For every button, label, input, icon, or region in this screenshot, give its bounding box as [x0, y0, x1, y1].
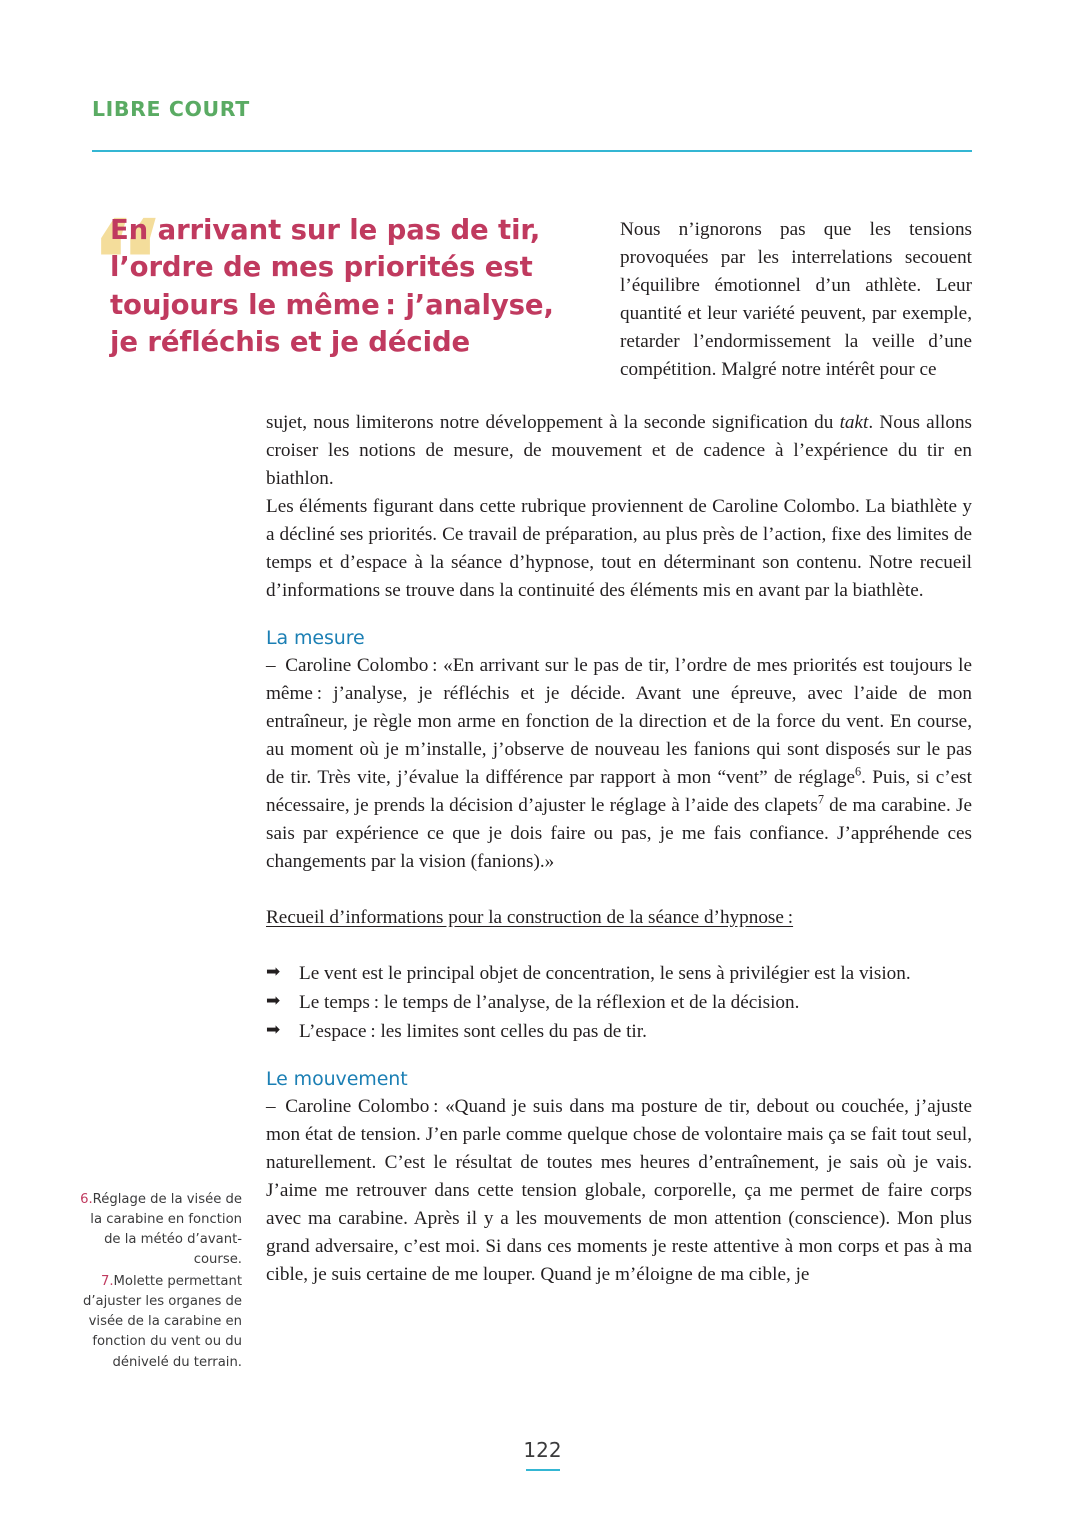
list-item-text: Le temps : le temps de l’analyse, de la réflexion et de la décision. [299, 991, 800, 1013]
body-paragraph-1-post: . Nous allons croiser les notions de mesure, de mouvement et de cadence à l’expérience du tir en biathlon. [266, 412, 973, 489]
footnote-7-number: 7. [100, 1274, 114, 1290]
list-item-text: Le vent est le principal objet de concentration, le sens à privilégier est la vision. [299, 962, 911, 984]
folio-rule [526, 1469, 560, 1471]
quote-mesure-part-3: de ma carabine. Je sais par expérience ce que je dois faire ou pas, je me fais confiance. J’appréhende ces changements par la vision (fanions).» [266, 795, 972, 872]
quote-caroline-colombo-mouvement: – Caroline Colombo : «Quand je suis dans ma posture de tir, debout ou couchée, j’ajuste mon état de tension. J’en parle comme quelque chose de volontaire mais ça se fait tout seul, naturellement. C’est le résultat de toutes mes heures d’entraînement, je sais où je vais. J’aime me retrouver dans cette tension globale, corporelle, ça me permet de faire corps avec ma carabine. Après il y a les mouvements de mon attention (conscience). Mon plus grand adversaire, c’est moi. Si dans ces moments je reste attentive à mon corps et pas à ma cible, je suis certaine de me louper. Quand je m’éloigne de ma cible, je [266, 1096, 972, 1285]
arrow-right-icon: ➡ [266, 1019, 281, 1040]
footnote-6-text: Réglage de la visée de la carabine en fonction de la météo d’avant-course. [90, 1192, 242, 1268]
body-paragraph-1-pre: sujet, nous limiterons notre développement à la seconde signification du [266, 412, 840, 433]
section-heading-la-mesure: La mesure [266, 626, 365, 649]
list-item [266, 1018, 972, 1046]
footnote-6 [72, 1190, 242, 1270]
footnote-ref-6[interactable]: 6 [854, 764, 862, 779]
quote-caroline-colombo-mesure [266, 652, 972, 876]
running-head [92, 99, 972, 120]
running-head-rule [92, 150, 972, 152]
quote-mesure-part-2: . Puis, si c’est nécessaire, je prends la décision d’ajuster le réglage à l’aide des clapets [266, 767, 972, 816]
footnote-6-number: 6. [80, 1192, 93, 1207]
list-item-text: L’espace : les limites sont celles du pas de tir. [299, 1020, 647, 1042]
main-body [266, 409, 972, 1289]
list-item [266, 989, 972, 1017]
term-takt: takt [839, 412, 869, 433]
page-number: 122 [523, 1438, 562, 1462]
running-head-title: LIBRE COURT [92, 97, 250, 121]
quotation-mark-icon: “ [89, 194, 167, 332]
lead-in-recueil-informations: Recueil d’informations pour la construction de la séance d’hypnose : [266, 906, 794, 928]
pull-quote [89, 194, 580, 361]
bullet-list-recueil [266, 960, 972, 1046]
quote-mesure-part-1: – Caroline Colombo : «En arrivant sur le pas de tir, l’ordre de mes priorités est toujours le même : j’analyse, je réfléchis et je décide. Avant une épreuve, avec l’aide de mon entraîneur, je règle mon arme en fonction de la direction et de la force du vent. En course, au moment où je m’installe, j’observe de nouveau les fanions qui sont disposés sur le pas de tir. Très vite, j’évalue la différence par rapport à mon “vent” de réglage [266, 655, 972, 789]
footnote-ref-7[interactable]: 7 [817, 792, 824, 807]
footnote-7-text: Molette permettant d’ajuster les organes de visée de la carabine en fonction du vent ou du dénivelé du terrain. [82, 1274, 242, 1370]
intro-column-text: Nous n’ignorons pas que les tensions provoquées par les interrelations secouent l’équilibre émotionnel d’un athlète. Leur quantité et leur variété peuvent, par exemple, retarder l’endormissement la veille d’une compétition. Malgré notre intérêt pour ce [620, 219, 972, 380]
folio [0, 1440, 1085, 1471]
footnotes-block [72, 1190, 242, 1375]
body-paragraph-1 [266, 409, 972, 493]
arrow-right-icon: ➡ [266, 961, 281, 982]
body-paragraph-2: Les éléments figurant dans cette rubrique proviennent de Caroline Colombo. La biathlète y a décliné ses priorités. Ce travail de préparation, au plus près de l’action, fixe des limites de temps et d’espace à la séance d’hypnose, tout en déterminant son contenu. Notre recueil d’informations se trouve dans la continuité des éléments mis en avant par la biathlète. [266, 495, 972, 601]
footnote-7 [72, 1272, 242, 1372]
pull-quote-text: En arrivant sur le pas de tir, l’ordre de mes priorités est toujours le même : j’analyse, je réfléchis et je décide [110, 214, 554, 358]
list-item [266, 960, 972, 988]
arrow-right-icon: ➡ [266, 990, 281, 1011]
section-heading-le-mouvement: Le mouvement [266, 1067, 408, 1090]
